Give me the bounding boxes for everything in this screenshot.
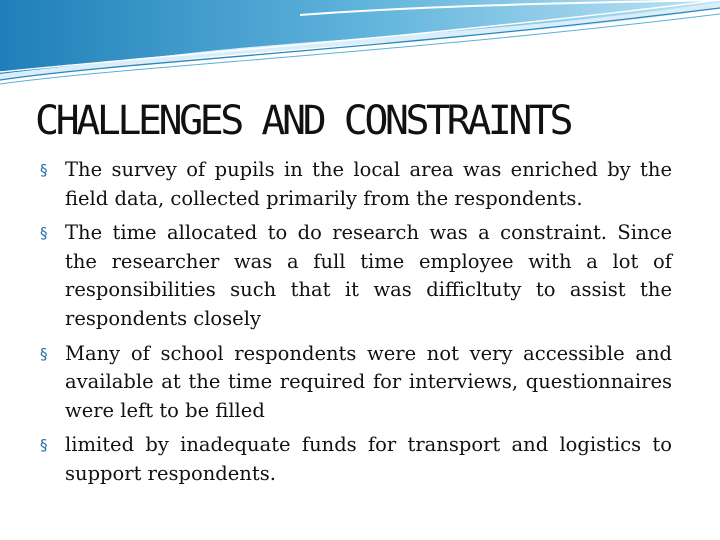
bullet-text: limited by inadequate funds for transport and logistics to support respondents. <box>65 433 672 485</box>
bullet-item-2 <box>40 219 672 333</box>
bullet-text: The survey of pupils in the local area was enriched by the field data, collected primarily from the respondents. <box>65 158 672 210</box>
bullet-item-4 <box>40 431 672 488</box>
bullet-item-1 <box>40 156 672 213</box>
bullet-list <box>40 156 672 495</box>
slide-title: CHALLENGES AND CONSTRAINTS <box>35 98 571 144</box>
bullet-item-3 <box>40 340 672 426</box>
bullet-marker-icon: § <box>40 161 48 179</box>
bullet-marker-icon: § <box>40 344 48 363</box>
bullet-marker-icon: § <box>40 224 48 243</box>
bullet-text: Many of school respondents were not very accessible and available at the time required for interviews, questionnaires were left to be filled <box>65 341 672 422</box>
header-wave-decoration <box>0 0 720 90</box>
bullet-text: The time allocated to do research was a constraint. Since the researcher was a full time employee with a lot of responsibilities such that it was difficltuty to assist the respondents closely <box>65 221 672 330</box>
bullet-marker-icon: § <box>40 436 48 455</box>
